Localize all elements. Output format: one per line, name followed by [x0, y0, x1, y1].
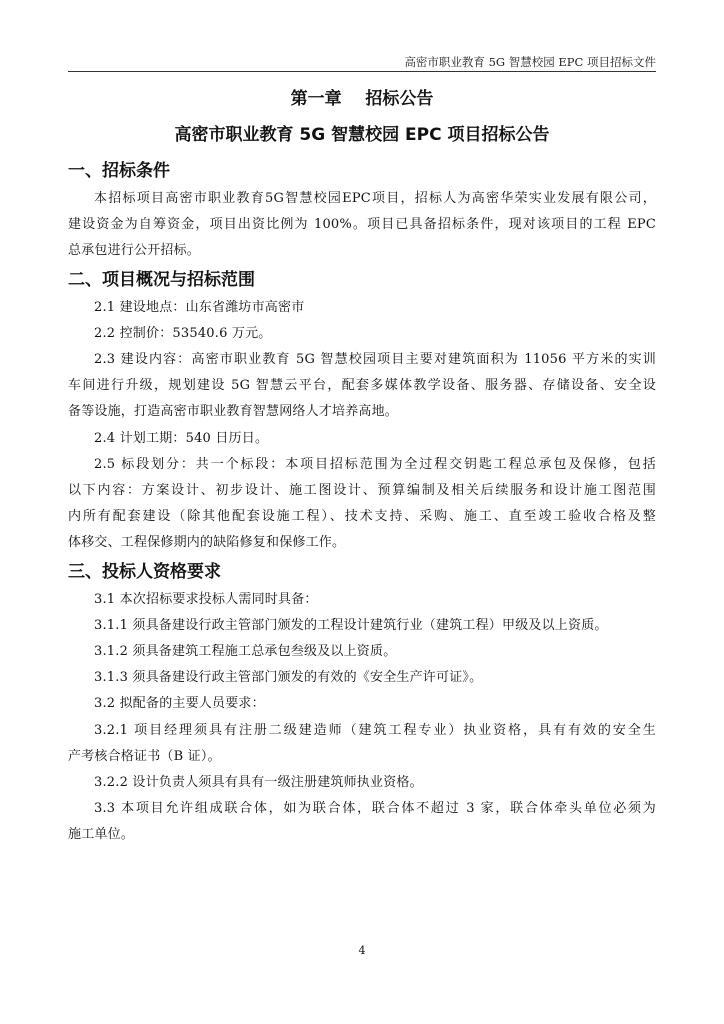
paragraph-line: 产考核合格证书（B 证）。: [68, 748, 221, 764]
document-title: 高密市职业教育 5G 智慧校园 EPC 项目招标公告: [174, 125, 550, 145]
paragraph-line: 3.2.2 设计负责人须具有具有一级注册建筑师执业资格。: [94, 775, 423, 791]
paragraph: [68, 691, 656, 717]
paragraph: [68, 426, 656, 452]
paragraph-line: 3.1.2 须具备建筑工程施工总承包叁级及以上资质。: [94, 644, 397, 660]
paragraph-line: 体移交、工程保修期内的缺陷修复和保修工作。: [68, 535, 346, 551]
paragraph-line: 3.1.3 须具备建设行政主管部门颁发的有效的《安全生产许可证》。: [94, 670, 483, 686]
paragraph: [68, 347, 656, 426]
paragraph-line: 施工单位。: [68, 827, 135, 843]
paragraph: [68, 613, 656, 639]
paragraph: [68, 587, 656, 613]
paragraph-line: 2.1 建设地点：山东省潍坊市高密市: [94, 299, 305, 315]
chapter-title: 第一章 招标公告: [290, 89, 434, 109]
paragraph: [68, 796, 656, 848]
section-heading: 二、项目概况与招标范围: [68, 269, 255, 290]
page-body: [68, 84, 656, 849]
paragraph-line: 2.4 计划工期：540 日历日。: [94, 430, 269, 446]
paragraph-line: 本招标项目高密市职业教育5G智慧校园EPC项目，招标人为高密华荣实业发展有限公司，: [94, 191, 656, 206]
header-rule: [68, 71, 656, 72]
running-header: 高密市职业教育 5G 智慧校园 EPC 项目招标文件: [404, 55, 656, 69]
page-number: 4: [358, 944, 366, 957]
paragraph-line: 3.1 本次招标要求投标人需同时具备：: [94, 591, 318, 607]
paragraph: [68, 665, 656, 691]
paragraph: [68, 639, 656, 665]
paragraph-line: 车间进行升级，规划建设 5G 智慧云平台，配套多媒体教学设备、服务器、存储设备、安全设: [68, 378, 656, 394]
paragraph-line: 建设资金为自筹资金，项目出资比例为 100%。项目已具备招标条件，现对该项目的工程 EPC: [68, 217, 656, 233]
paragraph-line: 备等设施，打造高密市职业教育智慧网络人才培养高地。: [68, 404, 399, 420]
paragraph-line: 内所有配套建设（除其他配套设施工程）、技术支持、采购、施工、直至竣工验收合格及整: [68, 509, 656, 525]
paragraph: [68, 295, 656, 321]
paragraph-line: 2.2 控制价：53540.6 万元。: [94, 325, 272, 341]
paragraph: [68, 770, 656, 796]
paragraph-line: 2.3 建设内容：高密市职业教育 5G 智慧校园项目主要对建筑面积为 11056 平方米的实训: [94, 352, 656, 368]
paragraph-line: 3.2 拟配备的主要人员要求：: [94, 696, 265, 712]
sections: [68, 156, 656, 849]
paragraph-line: 2.5 标段划分：共一个标段：本项目招标范围为全过程交钥匙工程总承包及保修，包括: [94, 456, 656, 472]
paragraph-line: 3.3 本项目允许组成联合体，如为联合体，联合体不超过 3 家，联合体牵头单位必须为: [94, 801, 656, 817]
paragraph: [68, 718, 656, 770]
paragraph-line: 以下内容：方案设计、初步设计、施工图设计、预算编制及相关后续服务和设计施工图范围: [68, 483, 656, 499]
paragraph-line: 3.1.1 须具备建设行政主管部门颁发的工程设计建筑行业（建筑工程）甲级及以上资质。: [94, 617, 608, 633]
section-heading: 一、招标条件: [68, 161, 170, 181]
paragraph-line: 3.2.1 项目经理须具有注册二级建造师（建筑工程专业）执业资格，具有有效的安全生: [94, 722, 656, 738]
paragraph: [68, 186, 656, 265]
section-heading: 三、投标人资格要求: [68, 561, 221, 582]
paragraph-line: 总承包进行公开招标。: [68, 243, 201, 259]
paragraph: [68, 321, 656, 347]
paragraph: [68, 452, 656, 557]
